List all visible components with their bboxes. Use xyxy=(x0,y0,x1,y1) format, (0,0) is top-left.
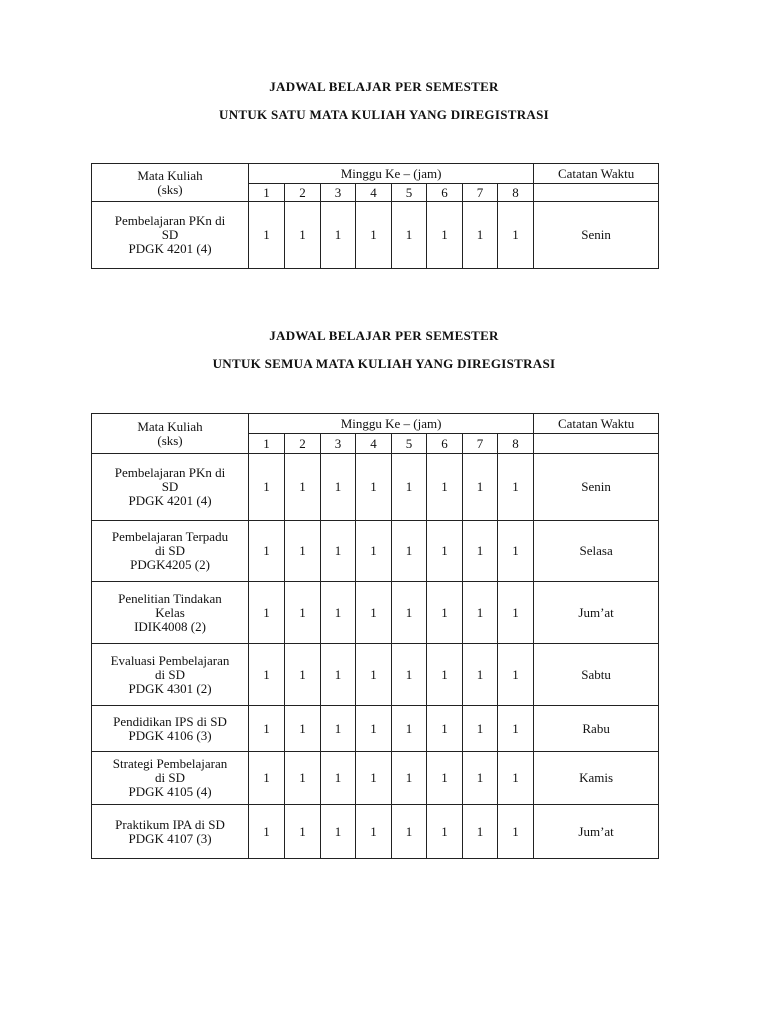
hours-cell: 1 xyxy=(356,805,392,859)
course-cell xyxy=(92,582,249,644)
hours-cell: 1 xyxy=(249,582,285,644)
course-line: PDGK 4201 (4) xyxy=(128,493,212,508)
course-line: PDGK 4201 (4) xyxy=(128,241,212,256)
section1-subtitle: UNTUK SATU MATA KULIAH YANG DIREGISTRASI xyxy=(219,107,549,122)
hours-cell: 1 xyxy=(427,644,463,706)
hours-cell: 1 xyxy=(249,805,285,859)
week-number-cell: 1 xyxy=(249,184,285,202)
week-number-cell: 2 xyxy=(285,184,321,202)
week-number-cell: 3 xyxy=(321,184,356,202)
hours-cell: 1 xyxy=(463,752,498,805)
hours-cell: 1 xyxy=(427,521,463,582)
hours-cell: 1 xyxy=(249,454,285,521)
section1-title: JADWAL BELAJAR PER SEMESTER xyxy=(269,79,499,94)
hours-cell: 1 xyxy=(427,582,463,644)
course-line: Evaluasi Pembelajaran xyxy=(110,652,230,668)
hours-cell: 1 xyxy=(463,202,498,269)
week-number-cell: 5 xyxy=(392,434,427,454)
hours-cell: 1 xyxy=(392,454,427,521)
hours-cell: 1 xyxy=(285,582,321,644)
course-cell xyxy=(92,706,249,752)
course-cell xyxy=(92,752,249,805)
week-number-cell: 7 xyxy=(463,184,498,202)
section2-subtitle: UNTUK SEMUA MATA KULIAH YANG DIREGISTRASI xyxy=(212,356,556,371)
notes-header: Catatan Waktu xyxy=(534,414,659,434)
course-line: PDGK 4105 (4) xyxy=(128,784,212,799)
course-line: PDGK 4301 (2) xyxy=(128,680,212,696)
weeks-header: Minggu Ke – (jam) xyxy=(249,164,534,184)
course-header-label: Mata Kuliah xyxy=(137,167,203,183)
course-line: PDGK4205 (2) xyxy=(130,557,210,572)
week-number-cell: 3 xyxy=(321,434,356,454)
hours-cell: 1 xyxy=(249,202,285,269)
hours-cell: 1 xyxy=(498,644,534,706)
hours-cell: 1 xyxy=(463,706,498,752)
hours-cell: 1 xyxy=(427,202,463,269)
course-line: di SD xyxy=(155,666,185,682)
hours-cell: 1 xyxy=(463,521,498,582)
table-row xyxy=(92,521,659,582)
table-row xyxy=(92,752,659,805)
day-cell: Jum’at xyxy=(534,582,659,644)
hours-cell: 1 xyxy=(498,752,534,805)
course-line: Pembelajaran Terpadu xyxy=(111,529,229,544)
table-row xyxy=(92,202,659,269)
hours-cell: 1 xyxy=(249,706,285,752)
hours-cell: 1 xyxy=(356,202,392,269)
week-number-cell: 1 xyxy=(249,434,285,454)
hours-cell: 1 xyxy=(321,202,356,269)
hours-cell: 1 xyxy=(498,706,534,752)
hours-cell: 1 xyxy=(463,454,498,521)
hours-cell: 1 xyxy=(249,752,285,805)
hours-cell: 1 xyxy=(392,805,427,859)
notes-header: Catatan Waktu xyxy=(534,164,659,184)
course-cell xyxy=(92,454,249,521)
hours-cell: 1 xyxy=(427,752,463,805)
day-cell: Senin xyxy=(534,454,659,521)
day-cell: Rabu xyxy=(534,706,659,752)
hours-cell: 1 xyxy=(249,644,285,706)
hours-cell: 1 xyxy=(321,582,356,644)
hours-cell: 1 xyxy=(356,454,392,521)
hours-cell: 1 xyxy=(463,805,498,859)
course-line: SD xyxy=(161,479,179,494)
hours-cell: 1 xyxy=(498,805,534,859)
course-line: di SD xyxy=(155,770,185,785)
table-row xyxy=(92,644,659,706)
hours-cell: 1 xyxy=(463,644,498,706)
hours-cell: 1 xyxy=(392,706,427,752)
course-line: Pendidikan IPS di SD xyxy=(113,713,227,729)
course-header-label: Mata Kuliah xyxy=(137,418,203,434)
hours-cell: 1 xyxy=(427,706,463,752)
schedule-table-single xyxy=(91,163,659,269)
course-line: Praktikum IPA di SD xyxy=(115,816,225,832)
hours-cell: 1 xyxy=(249,521,285,582)
hours-cell: 1 xyxy=(285,202,321,269)
course-line: Kelas xyxy=(155,604,185,620)
hours-cell: 1 xyxy=(285,644,321,706)
course-line: PDGK 4106 (3) xyxy=(128,727,212,743)
course-header xyxy=(92,414,249,454)
notes-blank-cell xyxy=(534,434,659,454)
hours-cell: 1 xyxy=(285,454,321,521)
hours-cell: 1 xyxy=(356,644,392,706)
hours-cell: 1 xyxy=(285,521,321,582)
schedule-table-all xyxy=(91,413,659,859)
table-row xyxy=(92,582,659,644)
hours-cell: 1 xyxy=(321,706,356,752)
course-cell xyxy=(92,202,249,269)
hours-cell: 1 xyxy=(392,521,427,582)
hours-cell: 1 xyxy=(356,706,392,752)
notes-blank-cell xyxy=(534,184,659,202)
hours-cell: 1 xyxy=(321,805,356,859)
hours-cell: 1 xyxy=(427,454,463,521)
day-cell: Sabtu xyxy=(534,644,659,706)
hours-cell: 1 xyxy=(392,202,427,269)
hours-cell: 1 xyxy=(285,706,321,752)
hours-cell: 1 xyxy=(498,202,534,269)
hours-cell: 1 xyxy=(285,805,321,859)
week-number-cell: 7 xyxy=(463,434,498,454)
header-row xyxy=(92,414,659,434)
hours-cell: 1 xyxy=(427,805,463,859)
week-number-cell: 6 xyxy=(427,434,463,454)
week-number-cell: 5 xyxy=(392,184,427,202)
course-line: Penelitian Tindakan xyxy=(118,590,222,606)
table-row xyxy=(92,706,659,752)
hours-cell: 1 xyxy=(392,644,427,706)
hours-cell: 1 xyxy=(498,521,534,582)
section2-title: JADWAL BELAJAR PER SEMESTER xyxy=(269,328,499,343)
course-line: Pembelajaran PKn di xyxy=(114,213,226,228)
course-line: IDIK4008 (2) xyxy=(134,618,206,634)
day-cell: Kamis xyxy=(534,752,659,805)
hours-cell: 1 xyxy=(321,752,356,805)
week-number-cell: 8 xyxy=(498,184,534,202)
course-line: SD xyxy=(161,227,179,242)
table2-body xyxy=(92,414,659,859)
week-number-cell: 2 xyxy=(285,434,321,454)
day-cell: Selasa xyxy=(534,521,659,582)
course-header xyxy=(92,164,249,202)
course-header-sublabel: (sks) xyxy=(157,432,183,448)
hours-cell: 1 xyxy=(498,582,534,644)
week-number-cell: 6 xyxy=(427,184,463,202)
hours-cell: 1 xyxy=(321,454,356,521)
table-row xyxy=(92,454,659,521)
hours-cell: 1 xyxy=(356,521,392,582)
weeks-header: Minggu Ke – (jam) xyxy=(249,414,534,434)
header-row xyxy=(92,164,659,184)
hours-cell: 1 xyxy=(392,582,427,644)
hours-cell: 1 xyxy=(321,521,356,582)
hours-cell: 1 xyxy=(285,752,321,805)
hours-cell: 1 xyxy=(321,644,356,706)
hours-cell: 1 xyxy=(356,752,392,805)
course-header-sublabel: (sks) xyxy=(157,181,183,197)
course-line: PDGK 4107 (3) xyxy=(128,830,212,846)
course-line: Pembelajaran PKn di xyxy=(114,465,226,480)
course-cell xyxy=(92,805,249,859)
course-line: Strategi Pembelajaran xyxy=(112,756,228,771)
course-line: di SD xyxy=(155,543,185,558)
day-cell: Jum’at xyxy=(534,805,659,859)
week-number-cell: 4 xyxy=(356,434,392,454)
week-number-cell: 4 xyxy=(356,184,392,202)
course-cell xyxy=(92,644,249,706)
course-cell xyxy=(92,521,249,582)
hours-cell: 1 xyxy=(498,454,534,521)
hours-cell: 1 xyxy=(392,752,427,805)
hours-cell: 1 xyxy=(356,582,392,644)
table-row xyxy=(92,805,659,859)
hours-cell: 1 xyxy=(463,582,498,644)
day-cell: Senin xyxy=(534,202,659,269)
table1-body xyxy=(92,164,659,269)
week-number-cell: 8 xyxy=(498,434,534,454)
